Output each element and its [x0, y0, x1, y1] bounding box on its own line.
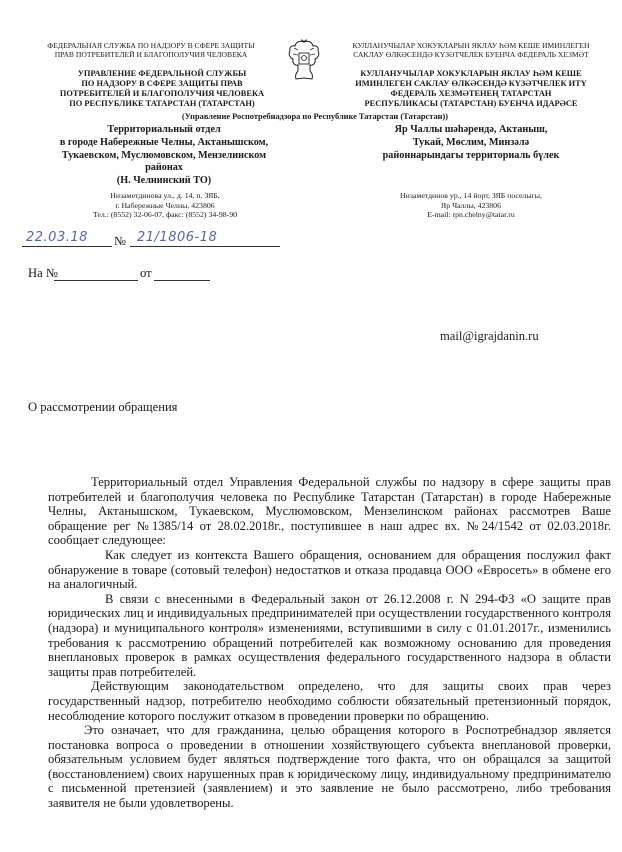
date-underline: [22, 246, 112, 247]
paragraph: Действующим законодательством определено, что для защиты своих прав через государственный надзор, потребителю необходимо соблюсти обязательный претензионный порядок, несоблюдение которого послужит отказом в проведении проверки по обращению.: [48, 679, 611, 723]
department-name-ru: УПРАВЛЕНИЕ ФЕДЕРАЛЬНОЙ СЛУЖБЫ ПО НАДЗОРУ В СФЕРЕ ЗАЩИТЫ ПРАВ ПОТРЕБИТЕЛЕЙ И БЛАГОПОЛУЧИЯ ЧЕЛОВЕКА ПО РЕСПУБЛИКЕ ТАТАРСТАН (ТАТАРСТАН): [59, 69, 265, 108]
coat-of-arms-emblem: [286, 38, 322, 82]
paragraph: Территориальный отдел Управления Федеральной службы по надзору в сфере защиты прав потребителей и благополучия человека по Республике Татарстан (Татарстан) в городе Набережные Челны, Актанышском, Тукаевском, Муслюмовском, Мензелинском районах рассмотрев Ваше обращение рег №1385/14 от 28.02.2018г., поступившее в наш адрес вх. №24/1542 от 02.03.2018г. сообщает следующее:: [48, 475, 611, 548]
agency-name-tt: КУЛЛАНУЧЫЛАР ХОКУКЛАРЫН ЯКЛАУ ҺӘМ КЕШЕ ИМИНЛЕГЕН САКЛАУ ӨЛКӘСЕНДӘ КҮЗӘТЧЕЛЕК БУЕНЧА ФЕДЕРАЛЬ ХЕЗМӘТ: [352, 41, 590, 60]
office-address-ru: Низаметдинова ул., д. 14, п. ЗЯБ, г. Набережные Челны, 423806 Тел.: (8552) 32-06-07, факс: (8552) 34-98-90: [92, 191, 238, 220]
department-name-tt: КУЛЛАНУЧЫЛАР ХОКУКЛАРЫН ЯКЛАУ ҺӘМ КЕШЕ ИМИНЛЕГЕН САКЛАУ ӨЛКӘСЕНДӘ КҮЗӘТЧЕЛЕК ИТҮ ФЕДЕРАЛЬ ХЕЗМӘТЕНЕҢ ТАТАРСТАН РЕСПУБЛИКАСЫ (ТАТАРСТАН) БУЕНЧА ИДАРӘСЕ: [355, 69, 587, 108]
number-underline: [130, 246, 280, 247]
department-short-name: (Управление Роспотребнадзора по Республике Татарстан (Татарстан)): [181, 112, 449, 121]
recipient-email: mail@igrajdanin.ru: [440, 329, 539, 343]
territorial-office-ru: Территориальный отдел в городе Набережные Челны, Актанышском, Тукаевском, Муслюмовском, Мензелинском районах (Н. Челнинский ТО): [59, 124, 269, 187]
letter-body: [48, 475, 611, 811]
paragraph: Как следует из контекста Вашего обращения, основанием для обращения послужил факт обнаружение в товаре (сотовый телефон) недостатков и отказа продавца ООО «Евросеть» в обмене его на аналогичный.: [48, 547, 611, 592]
reference-date-label: от: [140, 266, 152, 280]
handwritten-date: 22.03.18: [26, 230, 88, 245]
reference-number-underline: [54, 280, 138, 281]
handwritten-number: 21/1806-18: [137, 230, 218, 245]
letter-subject: О рассмотрении обращения: [28, 400, 178, 414]
office-address-tt: Низаметдинов ур., 14 йорт, ЗЯБ поселыгы, Яр Чаллы, 423806 E-mail: rpn.chelny@tatar.ru: [400, 191, 542, 220]
paragraph: Это означает, что для гражданина, целью обращения которого в Роспотребнадзор является постановка вопроса о проведении в отношении хозяйствующего субъекта внеплановой проверки, обязательным условием будет являться подтверждение того факта, что он обращался за защитой (восстановлением) своих нарушенных прав к юридическому лицу, индивидуальному предпринимателю с письменной претензией (заявлением) и это заявление не было рассмотрено, либо требования заявителя не были удовлетворены.: [48, 723, 611, 811]
reference-date-underline: [154, 280, 210, 281]
reference-line: [28, 266, 218, 284]
reference-number-label: На №: [28, 266, 58, 280]
registration-line: [22, 230, 282, 250]
number-label: №: [114, 234, 127, 248]
agency-name-ru: ФЕДЕРАЛЬНАЯ СЛУЖБА ПО НАДЗОРУ В СФЕРЕ ЗАЩИТЫ ПРАВ ПОТРЕБИТЕЛЕЙ И БЛАГОПОЛУЧИЯ ЧЕЛОВЕКА: [47, 41, 255, 60]
territorial-office-tt: Яр Чаллы шәһәрендә, Актаныш, Тукай, Мөслим, Минзәлә районнарындагы территориаль бүлек: [382, 124, 560, 161]
paragraph: В связи с внесенными в Федеральный закон от 26.12.2008 г. N 294-ФЗ «О защите прав юридических лиц и индивидуальных предпринимателей при осуществлении государственного контроля (надзора) и муниципального контроля» изменениями, вступившими в силу с 01.01.2017г., изменились требования к рассмотрению обращений потребителей как возможному основанию для проведения внеплановых проверок в рамках осуществления федерального государственного надзора в области защиты прав потребителей.: [48, 591, 611, 679]
